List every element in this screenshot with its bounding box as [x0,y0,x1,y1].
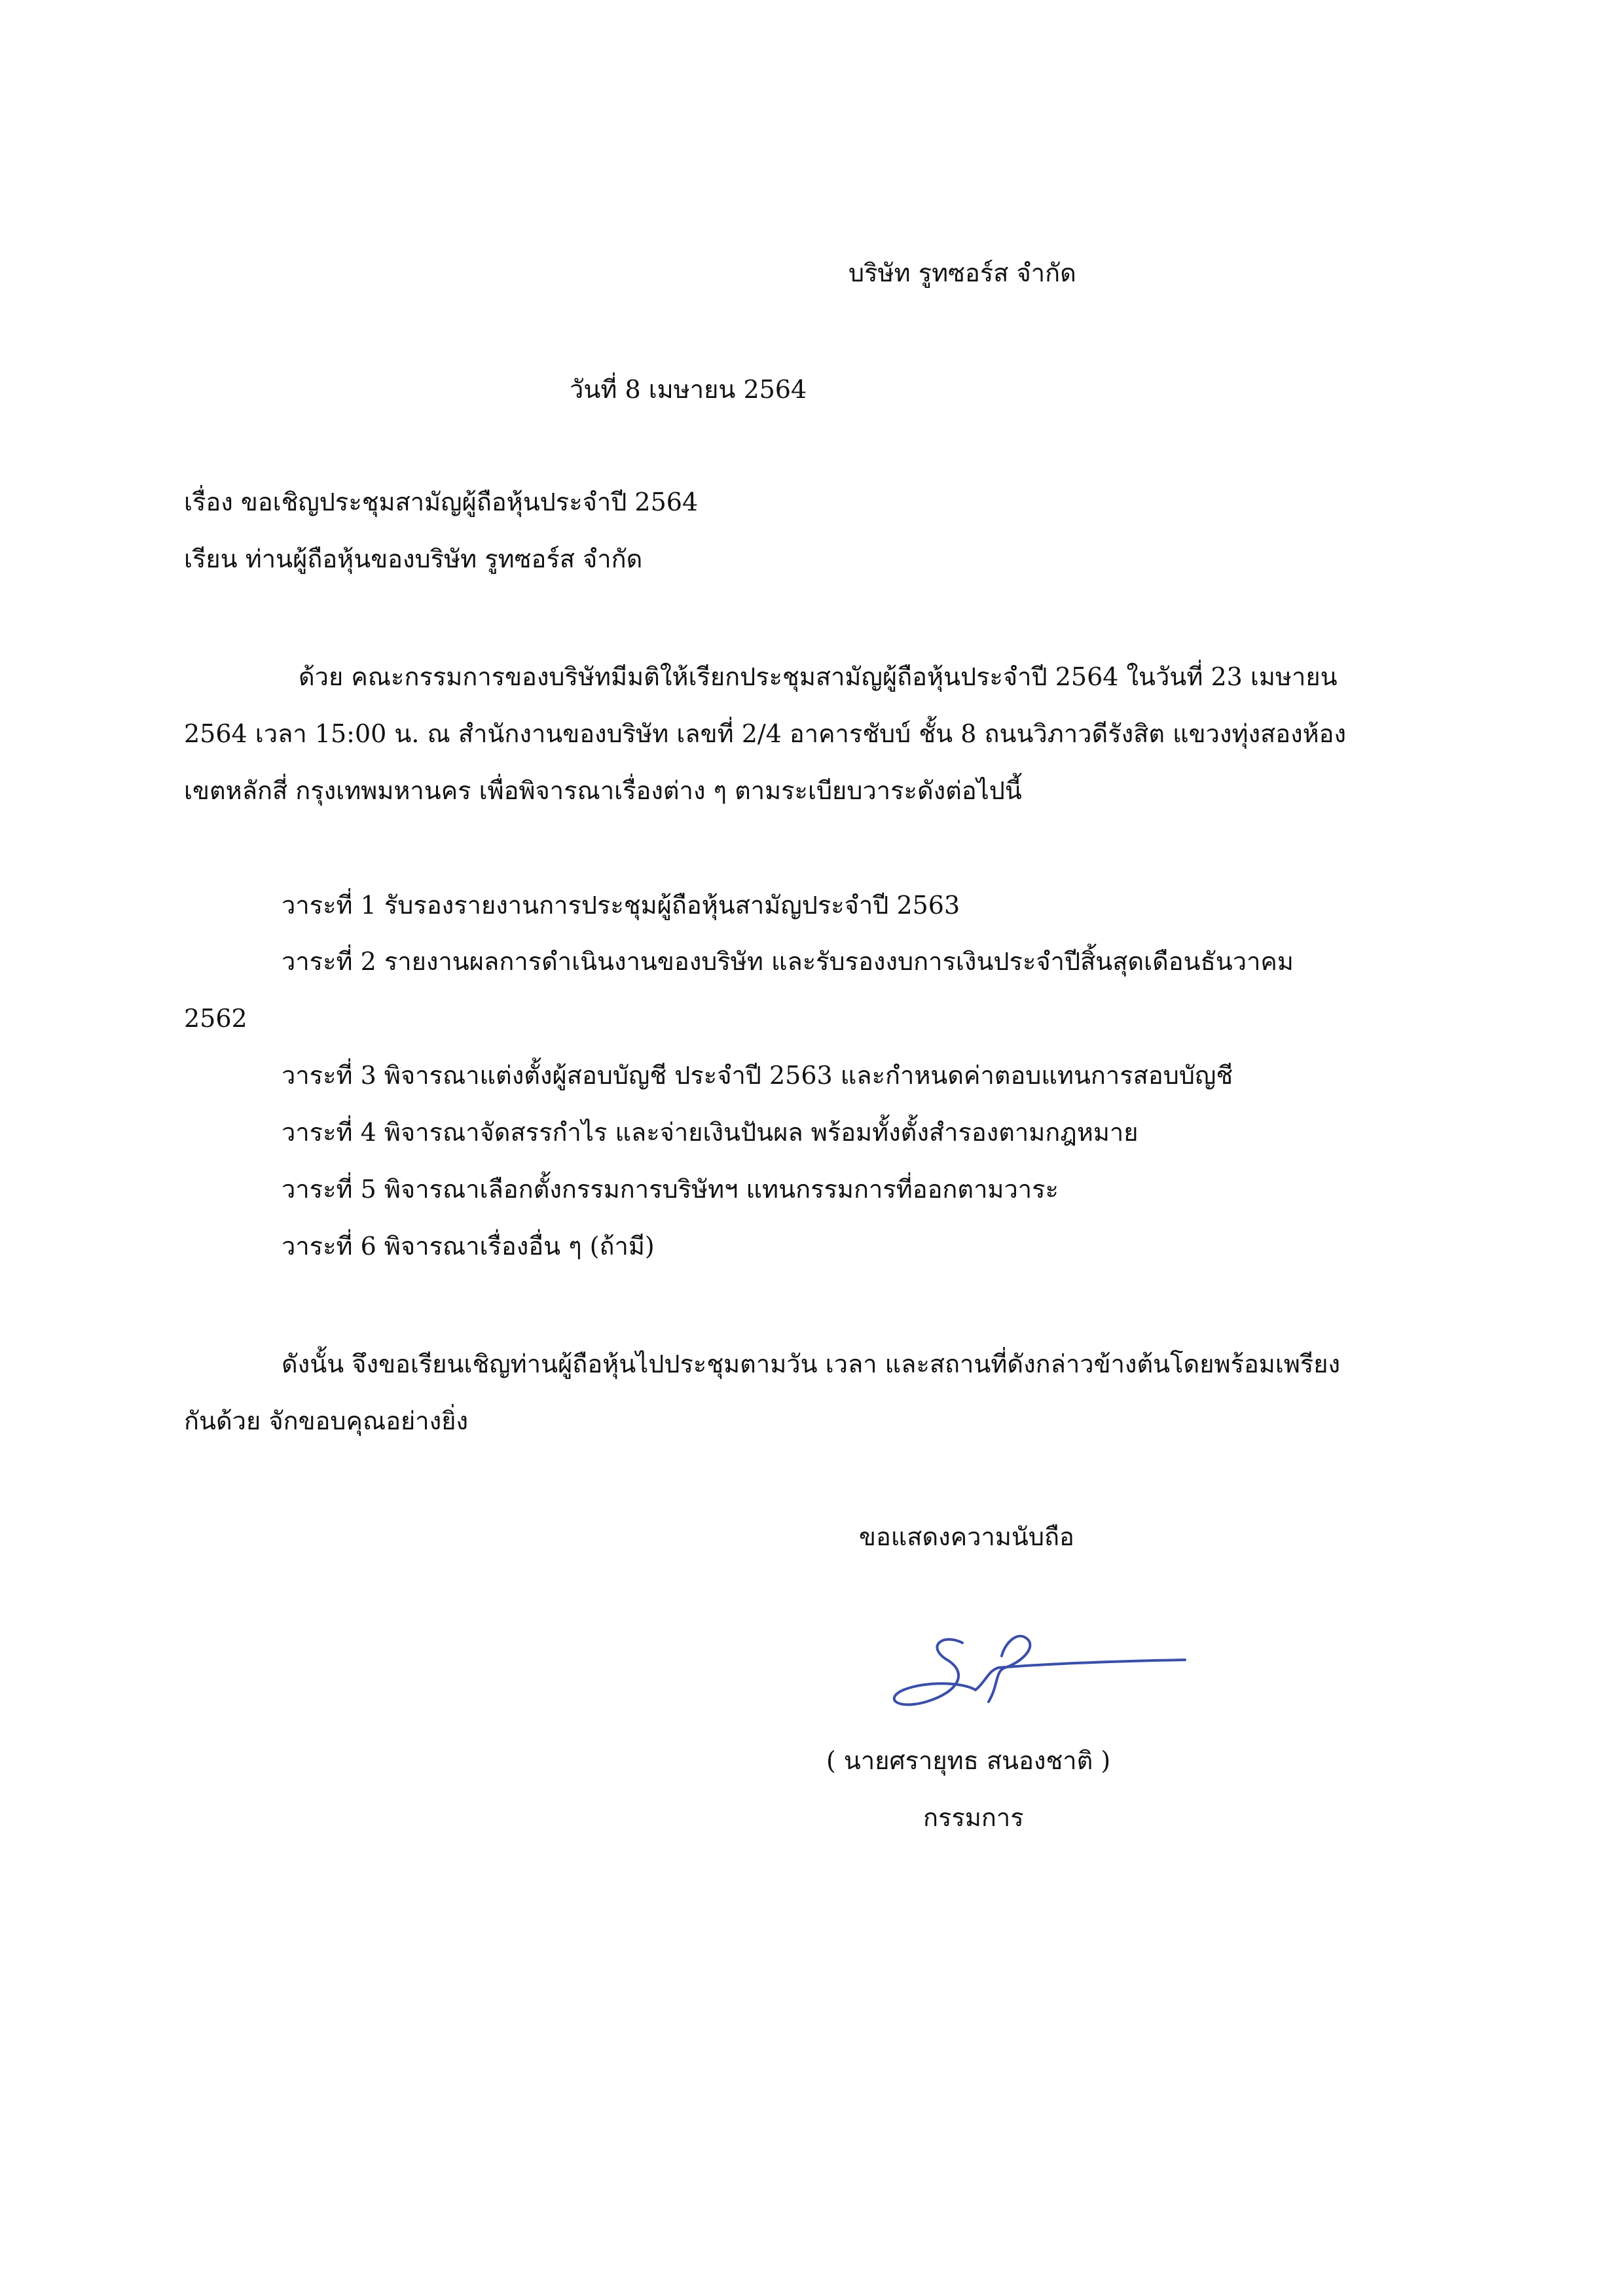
letter-salutation: เรียน ท่านผู้ถือหุ้นของบริษัท รูทซอร์ส จำกัด [184,545,643,573]
agenda-item-6: วาระที่ 6 พิจารณาเรื่องอื่น ๆ (ถ้ามี) [282,1232,655,1261]
agenda-item-5: วาระที่ 5 พิจารณาเลือกตั้งกรรมการบริษัทฯ แทนกรรมการที่ออกตามวาระ [282,1175,1059,1204]
agenda-item-2-continued: 2562 [184,1004,247,1033]
signature-image [864,1617,1205,1734]
signer-name: ( นายศรายุทธ สนองชาติ ) [826,1746,1111,1775]
agenda-item-4: วาระที่ 4 พิจารณาจัดสรรกำไร และจ่ายเงินปันผล พร้อมทั้งตั้งสำรองตามกฎหมาย [282,1118,1139,1147]
agenda-item-3: วาระที่ 3 พิจารณาแต่งตั้งผู้สอบบัญชี ประจำปี 2563 และกำหนดค่าตอบแทนการสอบบัญชี [282,1061,1233,1090]
closing-line-2: กันด้วย จักขอบคุณอย่างยิ่ง [184,1407,469,1435]
intro-line-3: เขตหลักสี่ กรุงเทพมหานคร เพื่อพิจารณาเรื่องต่าง ๆ ตามระเบียบวาระดังต่อไปนี้ [184,776,1022,805]
company-name: บริษัท รูทซอร์ส จำกัด [848,259,1076,287]
closing-regards: ขอแสดงความนับถือ [859,1522,1074,1551]
agenda-item-2: วาระที่ 2 รายงานผลการดำเนินงานของบริษัท และรับรองงบการเงินประจำปีสิ้นสุดเดือนธันวาคม [282,947,1294,976]
letter-date: วันที่ 8 เมษายน 2564 [570,375,807,404]
agenda-item-1: วาระที่ 1 รับรองรายงานการประชุมผู้ถือหุ้นสามัญประจำปี 2563 [282,891,960,920]
intro-line-1: ด้วย คณะกรรมการของบริษัทมีมติให้เรียกประชุมสามัญผู้ถือหุ้นประจำปี 2564 ในวันที่ 23 เมษายน [299,662,1338,691]
signer-position: กรรมการ [923,1803,1024,1832]
intro-line-2: 2564 เวลา 15:00 น. ณ สำนักงานของบริษัท เลขที่ 2/4 อาคารชับบ์ ชั้น 8 ถนนวิภาวดีรังสิต แขวงทุ่งสองห้อง [184,719,1347,748]
closing-line-1: ดังนั้น จึงขอเรียนเชิญท่านผู้ถือหุ้นไปประชุมตามวัน เวลา และสถานที่ดังกล่าวข้างต้นโดยพร้อมเพรียง [282,1350,1341,1378]
letter-subject: เรื่อง ขอเชิญประชุมสามัญผู้ถือหุ้นประจำปี 2564 [184,488,699,516]
